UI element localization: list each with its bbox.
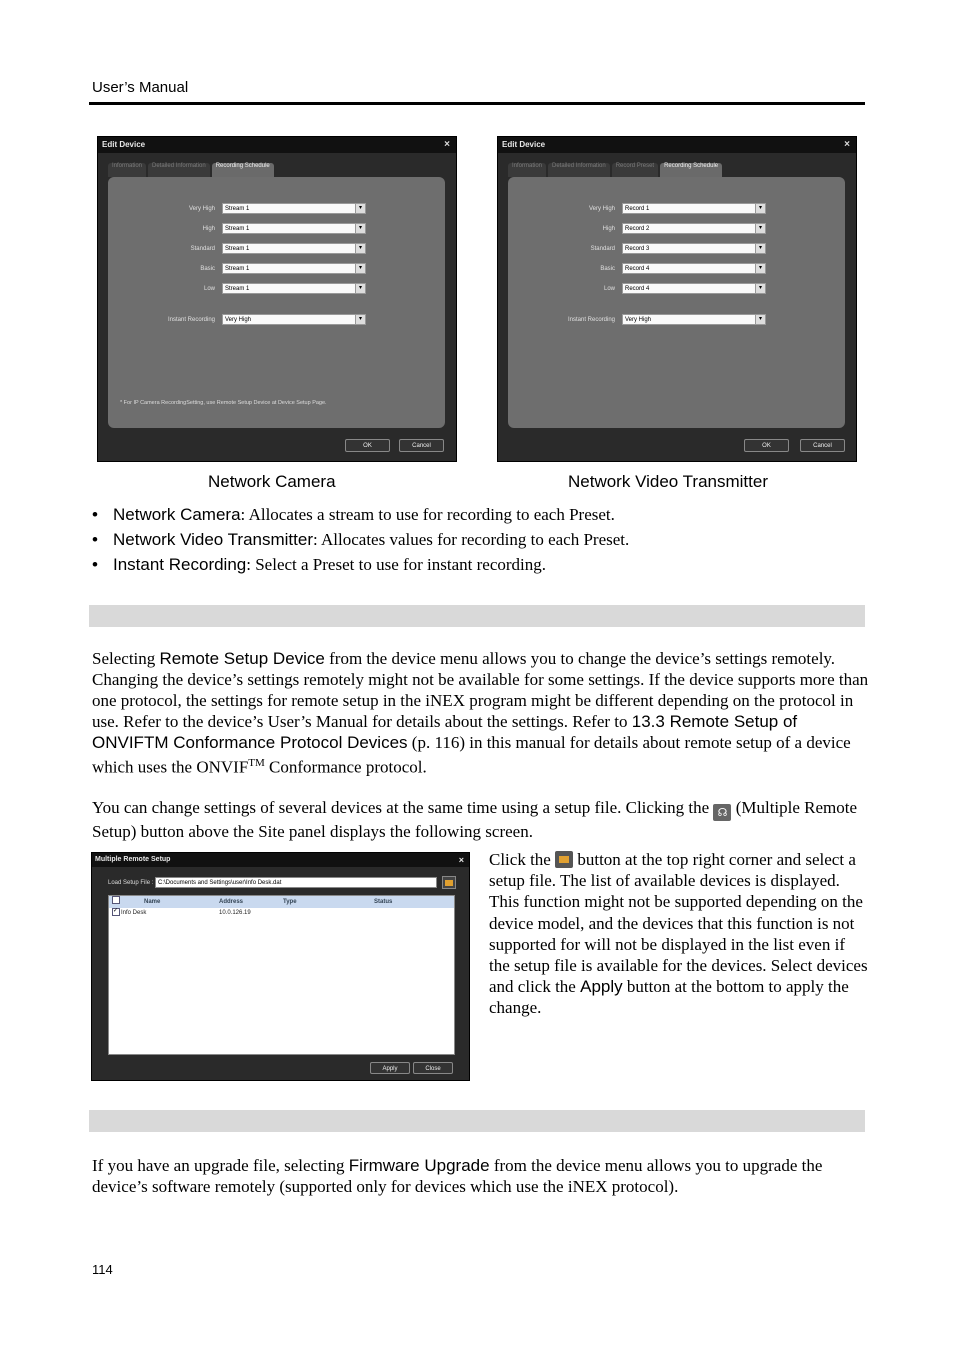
section-heading-bar [89, 1110, 865, 1132]
tab-information[interactable]: Information [108, 163, 146, 177]
column-address[interactable]: Address [219, 899, 244, 905]
cancel-button[interactable]: Cancel [399, 439, 444, 452]
setup-file-path-field[interactable]: C:\Documents and Settings\user\Info Desk.dat [155, 877, 437, 888]
setting-label: Very High [588, 206, 615, 212]
apply-button[interactable]: Apply [370, 1062, 410, 1074]
chevron-down-icon[interactable]: ▾ [755, 224, 765, 233]
setting-row [108, 263, 445, 275]
text: (p. 116) in this manual for details about remote setup of a device which uses the ONVIF [92, 733, 851, 777]
stream-select[interactable] [222, 223, 366, 234]
record-select[interactable] [622, 283, 766, 294]
list-item [92, 552, 629, 577]
dialog-title-bar [498, 137, 856, 153]
dialog-title: Edit Device [102, 140, 146, 149]
page-number: 114 [92, 1262, 113, 1277]
chevron-down-icon[interactable]: ▾ [355, 204, 365, 213]
list-header [109, 896, 454, 908]
section-heading-bar [89, 605, 865, 627]
select-value: Record 1 [625, 206, 650, 212]
multiple-remote-setup-dialog [91, 852, 470, 1081]
trademark: TM [248, 757, 265, 769]
chevron-down-icon[interactable]: ▾ [355, 264, 365, 273]
setting-label: Low [203, 286, 215, 292]
list-item [92, 527, 629, 552]
chevron-down-icon[interactable]: ▾ [355, 315, 365, 324]
caption-network-camera: Network Camera [208, 472, 336, 491]
select-value: Record 4 [625, 266, 650, 272]
folder-icon[interactable] [442, 876, 456, 889]
setting-label: High [202, 226, 215, 232]
text: from the device menu allows you to upgrade the device’s software remotely (supported only for devices which use the iNEX protocol). [92, 1156, 823, 1196]
tab-recording-schedule[interactable]: Recording Schedule [660, 163, 722, 177]
load-setup-file-label: Load Setup File : [108, 880, 154, 886]
setting-row [108, 223, 445, 235]
tab-record-preset[interactable]: Record Preset [612, 163, 658, 177]
bullet-list [92, 502, 629, 577]
setting-row [108, 243, 445, 255]
chevron-down-icon[interactable]: ▾ [355, 284, 365, 293]
firmware-upgrade-paragraph [92, 1155, 872, 1197]
device-address: 10.0.126.19 [219, 910, 251, 916]
bullet-text: : Allocates values for recording to each Preset. [312, 530, 630, 549]
cross-reference: 13.3 Remote Setup of ONVIFTM Conformance Protocol Devices [92, 712, 798, 752]
instant-recording-label: Instant Recording [567, 317, 615, 323]
chevron-down-icon[interactable]: ▾ [755, 244, 765, 253]
instant-recording-row [508, 314, 845, 326]
text: from the device menu allows you to change the device’s settings remotely. Changing the device’s settings remotely might not be available for some settings. If the device supports more than one protocol, the settings for remote setup in the iNEX program might be different depending on the protocol in use. Refer to the device’s User’s Manual for details about the settings. Refer to [92, 649, 869, 731]
setting-row [508, 203, 845, 215]
setting-label: High [602, 226, 615, 232]
dialog-title-bar [98, 137, 456, 153]
close-icon[interactable]: × [844, 139, 850, 150]
recording-note: * For IP Camera RecordingSetting, use Remote Setup Device at Device Setup Page. [120, 400, 327, 406]
stream-select[interactable] [222, 243, 366, 254]
text: Click the [489, 850, 556, 869]
close-icon[interactable]: × [444, 139, 450, 150]
settings-panel [508, 177, 845, 428]
edit-device-dialog-transmitter [497, 136, 857, 462]
setting-label: Standard [590, 246, 615, 252]
record-select[interactable] [622, 243, 766, 254]
instant-recording-row [108, 314, 445, 326]
bullet-term: Instant Recording [113, 555, 247, 574]
dialog-title: Multiple Remote Setup [95, 856, 171, 863]
record-select[interactable] [622, 223, 766, 234]
remote-setup-paragraph [92, 648, 872, 778]
dialog-tabs [508, 163, 724, 177]
setting-row [508, 223, 845, 235]
select-value: Very High [225, 317, 252, 323]
tab-detailed-information[interactable]: Detailed Information [148, 163, 210, 177]
stream-select[interactable] [222, 203, 366, 214]
instant-recording-select[interactable] [622, 314, 766, 325]
dialog-title: Edit Device [502, 140, 546, 149]
chevron-down-icon[interactable]: ▾ [755, 315, 765, 324]
select-all-checkbox[interactable] [112, 896, 120, 904]
bullet-text: : Allocates a stream to use for recording to each Preset. [240, 505, 615, 524]
row-checkbox[interactable] [112, 908, 120, 916]
chevron-down-icon[interactable]: ▾ [755, 264, 765, 273]
setting-label: Low [603, 286, 615, 292]
instant-recording-select[interactable] [222, 314, 366, 325]
dialog-title-bar [92, 853, 469, 867]
setting-row [508, 283, 845, 295]
edit-device-dialog-camera [97, 136, 457, 462]
text: button at the top right corner and select a setup file. The list of available devices is displayed. This function might not be supported depending on the device model, and the devices that this function is not supported for will not be displayed in the list even if the setup file is available for the devices. Select devices and click the [489, 850, 868, 997]
tab-information[interactable]: Information [508, 163, 546, 177]
column-type[interactable]: Type [283, 899, 297, 905]
chevron-down-icon[interactable]: ▾ [755, 284, 765, 293]
setting-row [508, 263, 845, 275]
caption-network-video-transmitter: Network Video Transmitter [568, 472, 768, 491]
select-value: Stream 1 [225, 246, 250, 252]
cancel-button[interactable]: Cancel [800, 439, 845, 452]
select-value: Stream 1 [225, 226, 250, 232]
header-rule [89, 102, 865, 105]
bullet-term: Network Camera [113, 505, 241, 524]
chevron-down-icon[interactable]: ▾ [755, 204, 765, 213]
folder-icon [555, 851, 573, 868]
menu-term: Remote Setup Device [159, 649, 325, 668]
column-status[interactable]: Status [374, 899, 393, 905]
setting-label: Very High [188, 206, 215, 212]
settings-panel [108, 177, 445, 428]
bullet-text: : Select a Preset to use for instant recording. [246, 555, 547, 574]
device-name: Info Desk [121, 910, 147, 916]
column-name[interactable]: Name [144, 899, 161, 905]
dialog-tabs [108, 163, 276, 177]
text: (Multiple Remote Setup) button above the Site panel displays the following screen. [92, 798, 858, 841]
device-list [108, 895, 455, 1055]
setting-row [508, 243, 845, 255]
stream-select[interactable] [222, 263, 366, 274]
list-item [92, 502, 629, 527]
select-value: Stream 1 [225, 266, 250, 272]
table-row[interactable] [109, 908, 454, 918]
setting-label: Standard [190, 246, 215, 252]
tab-recording-schedule[interactable]: Recording Schedule [212, 163, 274, 177]
record-select[interactable] [622, 263, 766, 274]
setting-row [108, 203, 445, 215]
menu-term: Firmware Upgrade [348, 1156, 490, 1175]
text: Conformance protocol. [264, 757, 427, 777]
instant-recording-label: Instant Recording [167, 317, 215, 323]
close-icon[interactable]: × [458, 855, 464, 865]
select-value: Stream 1 [225, 206, 250, 212]
setup-file-instructions [489, 849, 869, 1019]
text: You can change settings of several devices at the same time using a setup file. Clicking the [92, 798, 714, 817]
setting-label: Basic [600, 266, 615, 272]
multiple-setup-paragraph [92, 797, 872, 842]
select-value: Record 2 [625, 226, 650, 232]
setting-row [108, 283, 445, 295]
text: Selecting [92, 649, 160, 668]
multiple-remote-setup-icon: ☊ [713, 804, 731, 821]
chevron-down-icon[interactable]: ▾ [355, 244, 365, 253]
ok-button[interactable]: OK [345, 439, 390, 452]
tab-detailed-information[interactable]: Detailed Information [548, 163, 610, 177]
select-value: Record 3 [625, 246, 650, 252]
apply-term: Apply [580, 977, 623, 997]
stream-select[interactable] [222, 283, 366, 294]
running-header: User’s Manual [92, 79, 189, 96]
select-value: Stream 1 [225, 286, 250, 292]
record-select[interactable] [622, 203, 766, 214]
select-value: Very High [625, 317, 652, 323]
ok-button[interactable]: OK [744, 439, 789, 452]
select-value: Record 4 [625, 286, 650, 292]
chevron-down-icon[interactable]: ▾ [355, 224, 365, 233]
text: If you have an upgrade file, selecting [92, 1156, 349, 1175]
close-button[interactable]: Close [413, 1062, 453, 1074]
setting-label: Basic [200, 266, 215, 272]
text: button at the bottom to apply the change. [489, 977, 849, 1018]
bullet-term: Network Video Transmitter [113, 530, 313, 549]
